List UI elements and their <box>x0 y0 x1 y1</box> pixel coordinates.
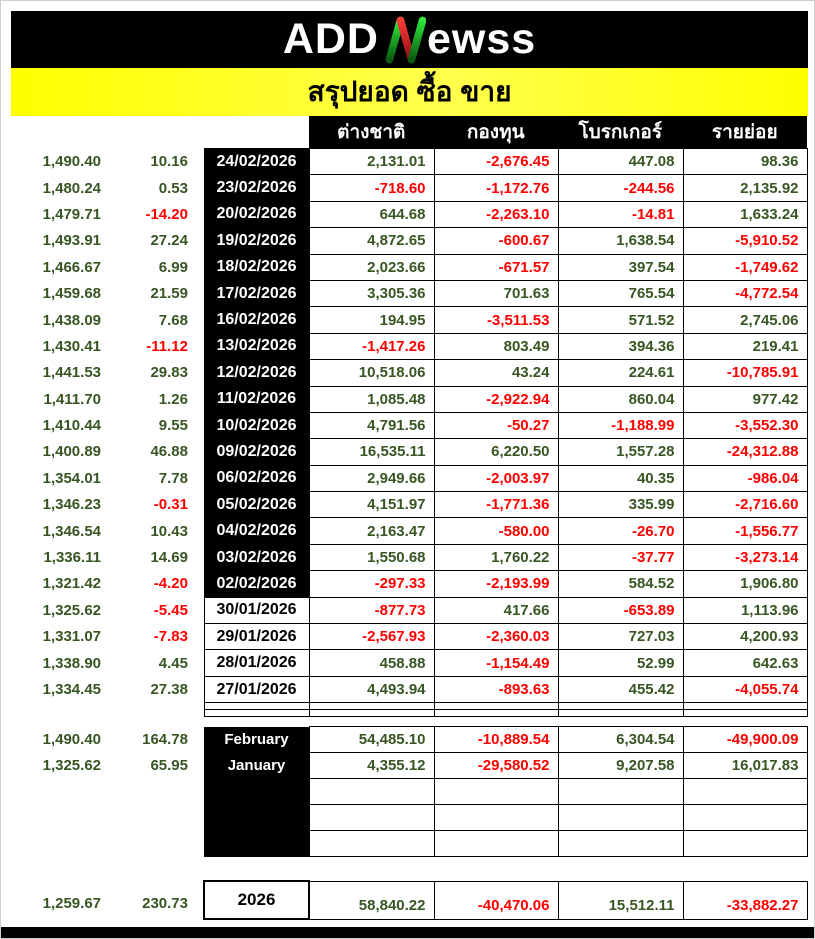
daily-row <box>11 175 807 201</box>
set-index-value: 1,411.70 <box>43 390 101 408</box>
monthly-summary-table <box>11 726 808 857</box>
retail-value: 1,113.96 <box>683 597 807 623</box>
monthly-row <box>11 779 807 805</box>
fund-value <box>434 805 558 831</box>
daily-row <box>11 228 807 254</box>
set-index-value: 1,466.67 <box>42 258 101 276</box>
column-header-broker: โบรกเกอร์ <box>578 122 663 143</box>
daily-row <box>11 571 807 597</box>
broker-value: 6,304.54 <box>558 727 683 753</box>
foreign-value: 10,518.06 <box>309 360 434 386</box>
set-index-change: 7.78 <box>158 469 188 487</box>
date-cell: 16/02/2026 <box>204 307 309 333</box>
foreign-value: 458.88 <box>309 650 434 676</box>
set-index-change: -7.83 <box>153 628 188 646</box>
set-index-value: 1,490.40 <box>42 153 101 171</box>
fund-value: -2,360.03 <box>434 624 558 650</box>
foreign-value: 4,151.97 <box>309 492 434 518</box>
retail-value: -3,273.14 <box>683 544 807 570</box>
fund-value: -1,154.49 <box>434 650 558 676</box>
fund-value <box>434 779 558 805</box>
set-index-value: 1,325.62 <box>42 601 101 619</box>
fund-value: -580.00 <box>434 518 558 544</box>
year-row <box>11 881 807 919</box>
set-index-change: 29.83 <box>150 364 188 382</box>
month-index-value: 1,490.40 <box>42 731 101 748</box>
set-index-change: 9.55 <box>158 417 188 435</box>
month-label <box>204 831 309 857</box>
retail-value: -1,556.77 <box>683 518 807 544</box>
set-index-change: -4.20 <box>153 575 188 593</box>
spacer <box>188 518 204 544</box>
month-label <box>204 779 309 805</box>
broker-value: 1,638.54 <box>558 228 683 254</box>
date-cell: 09/02/2026 <box>204 439 309 465</box>
daily-row <box>11 465 807 491</box>
title-banner <box>11 68 808 116</box>
set-index-change: -11.12 <box>146 337 188 355</box>
retail-value: 2,745.06 <box>683 307 807 333</box>
date-cell: 12/02/2026 <box>204 360 309 386</box>
spacer <box>188 439 204 465</box>
spacer <box>188 201 204 227</box>
spacer <box>188 228 204 254</box>
spacer <box>188 727 204 753</box>
retail-value: -986.04 <box>683 465 807 491</box>
fund-value: 43.24 <box>434 360 558 386</box>
set-index-change: 6.99 <box>158 258 188 276</box>
fund-value: -3,511.53 <box>434 307 558 333</box>
daily-row <box>11 201 807 227</box>
date-cell: 03/02/2026 <box>204 544 309 570</box>
date-cell: 28/01/2026 <box>204 650 309 676</box>
daily-row <box>11 518 807 544</box>
fund-value: -2,922.94 <box>434 386 558 412</box>
set-index-value: 1,480.24 <box>42 179 101 197</box>
spacer <box>188 149 204 175</box>
spacer <box>188 175 204 201</box>
column-header-retail: รายย่อย <box>711 122 778 143</box>
month-index-change <box>101 831 188 857</box>
retail-value: -33,882.27 <box>683 881 807 919</box>
daily-row <box>11 544 807 570</box>
set-index-change: -14.20 <box>145 205 188 223</box>
set-index-value: 1,430.41 <box>42 337 101 355</box>
daily-row <box>11 333 807 359</box>
filler-rows <box>11 703 807 717</box>
broker-value: 224.61 <box>558 360 683 386</box>
daily-row <box>11 492 807 518</box>
month-label <box>204 805 309 831</box>
filler-row <box>11 710 807 717</box>
year-index-change: 230.73 <box>142 895 188 912</box>
month-index-change: 164.78 <box>142 731 188 748</box>
retail-value <box>683 831 807 857</box>
fund-value: -1,771.36 <box>434 492 558 518</box>
month-label: February <box>204 727 309 753</box>
retail-value: 642.63 <box>683 650 807 676</box>
month-index-change <box>101 805 188 831</box>
broker-value <box>558 805 683 831</box>
broker-value: 9,207.58 <box>558 753 683 779</box>
month-index-change: 65.95 <box>150 757 188 774</box>
spacer <box>188 280 204 306</box>
column-header-foreign: ต่างชาติ <box>337 122 406 143</box>
date-cell: 13/02/2026 <box>204 333 309 359</box>
spacer <box>188 333 204 359</box>
retail-value <box>683 779 807 805</box>
fund-value: -40,470.06 <box>434 881 558 919</box>
spacer <box>188 676 204 702</box>
daily-row <box>11 280 807 306</box>
set-index-value: 1,438.09 <box>42 311 101 329</box>
retail-value <box>683 805 807 831</box>
spacer <box>188 805 204 831</box>
retail-value: 1,906.80 <box>683 571 807 597</box>
broker-value: -37.77 <box>558 544 683 570</box>
date-cell: 27/01/2026 <box>204 676 309 702</box>
daily-row <box>11 307 807 333</box>
broker-value: 571.52 <box>558 307 683 333</box>
broker-value: 860.04 <box>558 386 683 412</box>
fund-value: -2,263.10 <box>434 201 558 227</box>
broker-value: 40.35 <box>558 465 683 491</box>
date-cell: 05/02/2026 <box>204 492 309 518</box>
retail-value: 98.36 <box>683 149 807 175</box>
set-index-value: 1,400.89 <box>42 443 101 461</box>
monthly-row <box>11 831 807 857</box>
column-header-fund: กองทุน <box>466 122 525 143</box>
spacer <box>188 624 204 650</box>
spacer <box>188 779 204 805</box>
fund-value: 417.66 <box>434 597 558 623</box>
date-cell: 29/01/2026 <box>204 624 309 650</box>
daily-row <box>11 676 807 702</box>
fund-value: -29,580.52 <box>434 753 558 779</box>
fund-value: 1,760.22 <box>434 544 558 570</box>
set-index-value: 1,334.45 <box>42 681 101 698</box>
retail-value: -3,552.30 <box>683 412 807 438</box>
fund-value: -2,193.99 <box>434 571 558 597</box>
date-cell: 24/02/2026 <box>204 149 309 175</box>
set-index-change: 21.59 <box>150 285 188 303</box>
daily-row <box>11 624 807 650</box>
set-index-change: 0.53 <box>158 179 188 197</box>
set-index-change: 46.88 <box>150 443 188 461</box>
retail-value: -4,055.74 <box>683 676 807 702</box>
date-cell: 06/02/2026 <box>204 465 309 491</box>
spacer <box>188 571 204 597</box>
set-index-change: 14.69 <box>150 549 188 567</box>
set-index-change: 10.43 <box>150 522 188 540</box>
date-cell: 23/02/2026 <box>204 175 309 201</box>
footer-bar <box>1 927 814 938</box>
date-cell: 20/02/2026 <box>204 201 309 227</box>
retail-value: -10,785.91 <box>683 360 807 386</box>
set-index-value: 1,346.23 <box>42 496 101 514</box>
month-index-value <box>11 805 101 831</box>
spacer <box>188 650 204 676</box>
foreign-value: 16,535.11 <box>309 439 434 465</box>
broker-value: -14.81 <box>558 201 683 227</box>
foreign-value: 2,949.66 <box>309 465 434 491</box>
broker-value: 397.54 <box>558 254 683 280</box>
page-title: สรุปยอด ซื้อ ขาย <box>307 76 512 107</box>
foreign-value: 2,163.47 <box>309 518 434 544</box>
logo-banner <box>11 11 808 68</box>
retail-value: 2,135.92 <box>683 175 807 201</box>
foreign-value: 2,131.01 <box>309 149 434 175</box>
foreign-value <box>309 831 434 857</box>
spacer <box>188 831 204 857</box>
filler-row <box>11 703 807 710</box>
foreign-value: 4,791.56 <box>309 412 434 438</box>
set-index-value: 1,336.11 <box>43 549 101 567</box>
broker-value: -244.56 <box>558 175 683 201</box>
column-header-bar <box>309 116 807 148</box>
daily-row <box>11 650 807 676</box>
spacer <box>188 492 204 518</box>
fund-value: -671.57 <box>434 254 558 280</box>
foreign-value: -2,567.93 <box>309 624 434 650</box>
broker-value: 1,557.28 <box>558 439 683 465</box>
fund-value: -893.63 <box>434 676 558 702</box>
set-index-change: 27.24 <box>150 232 188 250</box>
spacer <box>188 753 204 779</box>
retail-value: -24,312.88 <box>683 439 807 465</box>
date-cell: 30/01/2026 <box>204 597 309 623</box>
foreign-value: 1,550.68 <box>309 544 434 570</box>
retail-value: 219.41 <box>683 333 807 359</box>
set-index-value: 1,331.07 <box>42 628 101 646</box>
monthly-row <box>11 727 807 753</box>
set-index-value: 1,459.68 <box>42 285 101 303</box>
date-cell: 11/02/2026 <box>204 386 309 412</box>
daily-row <box>11 597 807 623</box>
daily-table <box>11 148 808 717</box>
set-index-value: 1,354.01 <box>42 469 101 487</box>
retail-value: -4,772.54 <box>683 280 807 306</box>
broker-value: -653.89 <box>558 597 683 623</box>
retail-value: 4,200.93 <box>683 624 807 650</box>
year-index-value: 1,259.67 <box>42 895 101 912</box>
date-cell: 02/02/2026 <box>204 571 309 597</box>
foreign-value: 4,493.94 <box>309 676 434 702</box>
daily-row <box>11 412 807 438</box>
foreign-value: -297.33 <box>309 571 434 597</box>
spacer <box>188 881 204 919</box>
fund-value: -50.27 <box>434 412 558 438</box>
broker-value: 394.36 <box>558 333 683 359</box>
broker-value: -1,188.99 <box>558 412 683 438</box>
foreign-value: 58,840.22 <box>309 881 434 919</box>
foreign-value: 4,872.65 <box>309 228 434 254</box>
spacer <box>188 465 204 491</box>
set-index-change: 27.38 <box>150 681 188 698</box>
foreign-value: 644.68 <box>309 201 434 227</box>
fund-value: -2,676.45 <box>434 149 558 175</box>
broker-value: 455.42 <box>558 676 683 702</box>
foreign-value: 194.95 <box>309 307 434 333</box>
daily-row <box>11 254 807 280</box>
foreign-value <box>309 779 434 805</box>
set-index-value: 1,441.53 <box>42 364 101 382</box>
set-index-change: 1.26 <box>158 390 188 408</box>
year-label: 2026 <box>204 881 309 919</box>
retail-value: 977.42 <box>683 386 807 412</box>
monthly-row <box>11 805 807 831</box>
foreign-value: 1,085.48 <box>309 386 434 412</box>
spacer <box>188 544 204 570</box>
foreign-value: 2,023.66 <box>309 254 434 280</box>
month-label: January <box>204 753 309 779</box>
broker-value: 584.52 <box>558 571 683 597</box>
spacer <box>188 307 204 333</box>
broker-value <box>558 831 683 857</box>
spacer <box>188 386 204 412</box>
spacer <box>188 254 204 280</box>
retail-value: -49,900.09 <box>683 727 807 753</box>
broker-value: -26.70 <box>558 518 683 544</box>
retail-value: 16,017.83 <box>683 753 807 779</box>
daily-row <box>11 360 807 386</box>
set-index-value: 1,493.91 <box>42 232 101 250</box>
date-cell: 18/02/2026 <box>204 254 309 280</box>
set-index-value: 1,410.44 <box>42 417 101 435</box>
fund-value: 6,220.50 <box>434 439 558 465</box>
broker-value: 765.54 <box>558 280 683 306</box>
foreign-value: 3,305.36 <box>309 280 434 306</box>
broker-value: 447.08 <box>558 149 683 175</box>
broker-value <box>558 779 683 805</box>
spacer <box>188 597 204 623</box>
month-index-value <box>11 831 101 857</box>
broker-value: 15,512.11 <box>558 881 683 919</box>
fund-value: -1,172.76 <box>434 175 558 201</box>
broker-value: 335.99 <box>558 492 683 518</box>
fund-value: -10,889.54 <box>434 727 558 753</box>
month-index-value <box>11 779 101 805</box>
daily-row <box>11 439 807 465</box>
set-index-change: -0.31 <box>153 496 188 514</box>
foreign-value: -877.73 <box>309 597 434 623</box>
date-cell: 04/02/2026 <box>204 518 309 544</box>
month-index-value: 1,325.62 <box>42 757 101 774</box>
broker-value: 727.03 <box>558 624 683 650</box>
retail-value: -1,749.62 <box>683 254 807 280</box>
logo-text-ewss: ewss <box>426 15 537 63</box>
broker-value: 52.99 <box>558 650 683 676</box>
foreign-value: 4,355.12 <box>309 753 434 779</box>
foreign-value: 54,485.10 <box>309 727 434 753</box>
monthly-row <box>11 753 807 779</box>
set-index-value: 1,338.90 <box>42 654 101 672</box>
daily-row <box>11 149 807 175</box>
retail-value: -5,910.52 <box>683 228 807 254</box>
foreign-value <box>309 805 434 831</box>
foreign-value: -1,417.26 <box>309 333 434 359</box>
logo-text-add: ADD <box>282 15 379 63</box>
set-index-value: 1,346.54 <box>42 522 101 540</box>
date-cell: 10/02/2026 <box>204 412 309 438</box>
date-cell: 19/02/2026 <box>204 228 309 254</box>
spacer <box>188 360 204 386</box>
year-total-table <box>11 880 808 920</box>
set-index-change: 10.16 <box>150 153 188 171</box>
foreign-value: -718.60 <box>309 175 434 201</box>
fund-value: 701.63 <box>434 280 558 306</box>
set-index-change: -5.45 <box>153 601 188 619</box>
date-cell: 17/02/2026 <box>204 280 309 306</box>
fund-value: -2,003.97 <box>434 465 558 491</box>
retail-value: -2,716.60 <box>683 492 807 518</box>
fund-value: -600.67 <box>434 228 558 254</box>
retail-value: 1,633.24 <box>683 201 807 227</box>
logo-n-icon <box>380 13 426 67</box>
set-index-value: 1,321.42 <box>42 575 101 593</box>
daily-row <box>11 386 807 412</box>
set-index-change: 4.45 <box>158 654 188 672</box>
set-index-value: 1,479.71 <box>42 205 101 223</box>
fund-value <box>434 831 558 857</box>
spacer <box>188 412 204 438</box>
set-index-change: 7.68 <box>158 311 188 329</box>
fund-value: 803.49 <box>434 333 558 359</box>
month-index-change <box>101 779 188 805</box>
